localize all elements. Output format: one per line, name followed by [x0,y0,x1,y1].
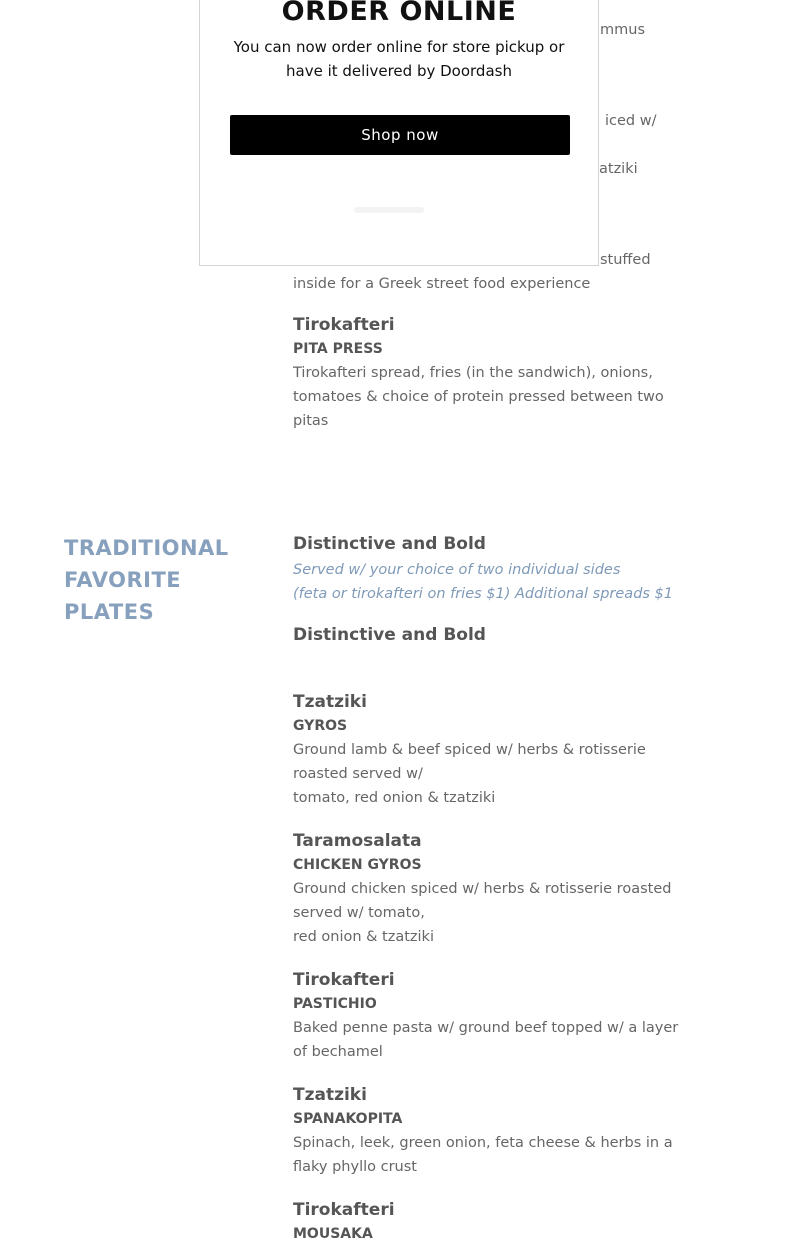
section-intro-note: (feta or tirokafteri on fries $1) Additional spreads $1 [293,586,674,602]
item-title: Tirokafteri [293,1200,395,1220]
popup-faint-divider [200,198,598,212]
section-intro-title: Distinctive and Bold [293,534,486,554]
item-title: Tirokafteri [293,315,395,335]
item-description: Ground lamb & beef spiced w/ herbs & rotisserie roasted served w/ [293,742,646,782]
item-title: Taramosalata [293,831,422,851]
menu-item-gyros [293,690,683,810]
item-name: PASTICHIO [293,996,377,1012]
section-heading: TRADITIONAL FAVORITE PLATES [64,536,229,624]
menu-text-fragment: atziki [599,161,638,177]
item-description: Baked penne pasta w/ ground beef topped w/ a layer of bechamel [293,1020,679,1060]
item-title: Tirokafteri [293,970,395,990]
item-description: Tirokafteri spread, fries (in the sandwich), onions, tomatoes & choice of protein pressed between two pitas [293,365,664,429]
section-intro-secondary [293,623,683,647]
menu-text-fragment: stuffed [600,252,651,268]
menu-item-pita-press [293,313,683,433]
menu-text-fragment: iced w/ [605,113,657,129]
item-title: Tzatziki [293,1085,367,1105]
shop-now-button[interactable]: Shop now [230,115,570,155]
item-name: MOUSAKA [293,1226,373,1242]
popup-description: You can now order online for store pickup or have it delivered by Doordash [233,38,565,80]
item-description: tomato, red onion & tzatziki [293,790,496,806]
item-name: PITA PRESS [293,341,383,357]
section-intro-title: Distinctive and Bold [293,625,486,645]
item-description: Spinach, leek, green onion, feta cheese & herbs in a flaky phyllo crust [293,1135,673,1175]
item-name: GYROS [293,718,348,734]
menu-item-chicken-gyros [293,829,683,949]
item-name: SPANAKOPITA [293,1111,403,1127]
menu-item-spanakopita [293,1083,683,1179]
item-title: Tzatziki [293,692,367,712]
item-name: CHICKEN GYROS [293,857,422,873]
item-description: Ground chicken spiced w/ herbs & rotisserie roasted served w/ tomato, [293,881,672,921]
popup-title: ORDER ONLINE [281,0,517,27]
order-online-popup [199,0,599,266]
previous-item-desc-tail [293,272,683,296]
section-intro [293,532,683,606]
item-description: inside for a Greek street food experience [293,276,591,292]
section-intro-note: Served w/ your choice of two individual sides [293,562,621,578]
menu-item-mousaka [293,1198,683,1246]
item-description: red onion & tzatziki [293,929,434,945]
menu-text-fragment: mmus [600,22,645,38]
menu-item-pastichio [293,968,683,1064]
